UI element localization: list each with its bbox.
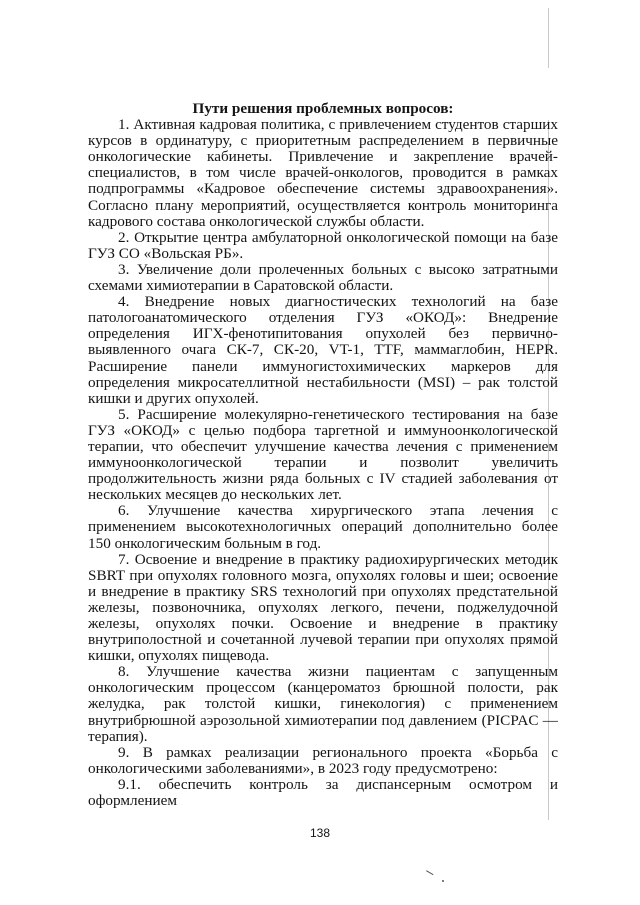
item-number: 9. [118, 743, 130, 761]
item-number: 5. [118, 405, 130, 423]
scan-edge-line [548, 8, 549, 68]
section-heading: Пути решения проблемных вопросов: [192, 100, 454, 117]
item-text: Внедрение новых диагностических технологий на базе патологоанатомического отделения ГУЗ «ОКОД»: Внедрение определения ИГХ-фенотипитования опухолей без первично-выявленного очага СК-7, СК-20, VT-1, TTF, маммаглобин, HEPR. Расширение панели иммуногистохимических маркеров для определения микросателлитной нестабильности (MSI) – рак толстой кишки и других опухолей. [88, 293, 558, 407]
item-text: В рамках реализации регионального проекта «Борьба с онкологическими заболеваниями», в 2023 году предусмотрено: [88, 743, 558, 777]
list-item [88, 777, 558, 809]
scan-artifact [442, 880, 444, 882]
item-number: 6. [118, 502, 130, 520]
item-text: Активная кадровая политика, с привлечением студентов старших курсов в ординатуру, с приоритетным распределением в первичные онкологические кабинеты. Привлечение и закрепление врачей-специалистов, в том числе врачей-онкологов, проводится в рамках подпрограммы «Кадровое обеспечение системы здравоохранения». Согласно плану мероприятий, осуществляется контроль мониторинга кадрового состава онкологической службы области. [88, 116, 559, 230]
item-number: 7. [118, 550, 130, 568]
item-text: Увеличение доли пролеченных больных с высоко затратными схемами химиотерапии в Саратовской области. [88, 260, 559, 295]
list-item [88, 407, 558, 504]
list-item [88, 745, 558, 777]
item-number: 9.1. [118, 775, 141, 793]
list-item [88, 117, 558, 230]
item-text: Улучшение качества жизни пациентам с запущенным онкологическим процессом (канцероматоз брюшной полости, рак желудка, рак толстой кишки, гинекология) с применением внутрибрюшной аэрозольной химиотерапии под давлением (PICPAC — терапия). [88, 663, 558, 745]
item-number: 3. [118, 260, 130, 278]
page-number: 138 [309, 826, 331, 840]
item-number: 1. [118, 116, 130, 134]
item-text: Открытие центра амбулаторной онкологической помощи на базе ГУЗ СО «Вольская РБ». [88, 228, 559, 262]
list-item [88, 230, 558, 262]
item-text: Расширение молекулярно-генетического тестирования на базе ГУЗ «ОКОД» с целью подбора таргетной и иммуноонкологической терапии, что обеспечит улучшение качества лечения с применением иммуноонкологической терапии и позволит увеличить продолжительность жизни ряда больных с IV стадией заболевания от нескольких месяцев до нескольких лет. [88, 405, 558, 504]
list-item [88, 503, 558, 551]
item-number: 2. [118, 228, 130, 246]
list-item [88, 294, 558, 407]
list-item [88, 664, 558, 744]
item-number: 4. [118, 293, 130, 311]
item-number: 8. [118, 663, 130, 681]
item-text: Улучшение качества хирургического этапа лечения с применением высокотехнологичных операций дополнительно более 150 онкологическим больным в год. [88, 502, 559, 552]
list-item [88, 552, 558, 665]
list-item [88, 262, 558, 294]
item-text: Освоение и внедрение в практику радиохирургических методик SBRT при опухолях головного мозга, опухолях головы и шеи; освоение и внедрение в практику SRS технологий при опухолях предстательной железы, позвоночника, опухолях легкого, печени, поджелудочной железы, опухолях почки. Освоение и внедрение в практику внутриполостной и сочетанной лучевой терапии при опухолях прямой кишки, опухолях пищевода. [88, 550, 559, 665]
item-text: обеспечить контроль за диспансерным осмотром и оформлением [88, 775, 558, 810]
document-body [88, 101, 558, 809]
scan-artifact [425, 870, 434, 877]
